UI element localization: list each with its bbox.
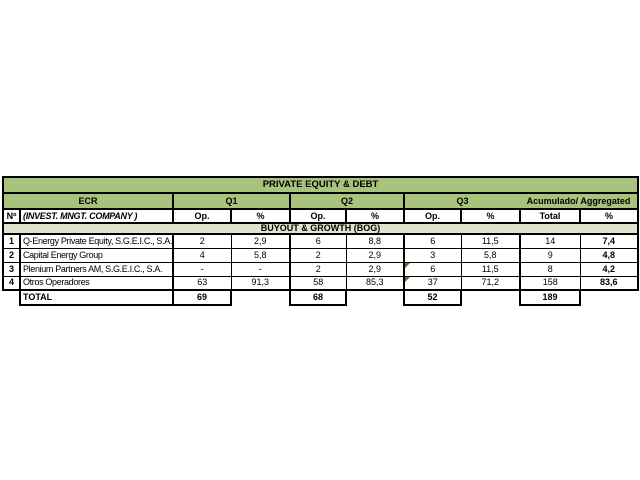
- q1-op: 63: [173, 276, 231, 290]
- colhdr-num: Nº: [3, 209, 20, 223]
- total-label: TOTAL: [20, 290, 173, 305]
- colhdr-q3-op: Op.: [404, 209, 461, 223]
- company-name: Plenium Partners AM, S.G.E.I.C., S.A.: [20, 262, 173, 276]
- q2-op: 2: [290, 262, 346, 276]
- colhdr-q3-pct: %: [461, 209, 520, 223]
- total-q2-op: 68: [290, 290, 346, 305]
- q2-pct: 2,9: [346, 262, 404, 276]
- q3-op: 6: [404, 234, 461, 248]
- q1-op: -: [173, 262, 231, 276]
- total-q3-op: 52: [404, 290, 461, 305]
- header-q1: Q1: [173, 193, 290, 209]
- q1-op: 2: [173, 234, 231, 248]
- table-row: [3, 262, 638, 276]
- cell-error-indicator-icon: [405, 263, 410, 268]
- column-header-row: [3, 209, 638, 223]
- total-ops: 8: [520, 262, 580, 276]
- agg-pct: 7,4: [580, 234, 638, 248]
- table-row: [3, 234, 638, 248]
- q3-pct: 11,5: [461, 262, 520, 276]
- q1-pct: 91,3: [231, 276, 290, 290]
- agg-pct: 4,2: [580, 262, 638, 276]
- header-q2: Q2: [290, 193, 404, 209]
- total-q1-op: 69: [173, 290, 231, 305]
- q3-pct: 5,8: [461, 248, 520, 262]
- company-name: Capital Energy Group: [20, 248, 173, 262]
- table-title: PRIVATE EQUITY & DEBT: [3, 177, 638, 193]
- q1-pct: 5,8: [231, 248, 290, 262]
- company-name: Otros Operadores: [20, 276, 173, 290]
- header-acumulado: Acumulado/ Aggregated: [520, 193, 638, 209]
- q1-op: 4: [173, 248, 231, 262]
- colhdr-q1-pct: %: [231, 209, 290, 223]
- total-total: 189: [520, 290, 580, 305]
- total-q2-pct-empty: [346, 290, 404, 305]
- q3-pct: 11,5: [461, 234, 520, 248]
- cell-error-indicator-icon: [405, 277, 410, 282]
- total-row-empty-num: [3, 290, 20, 305]
- q2-pct: 8,8: [346, 234, 404, 248]
- total-row: [3, 290, 638, 305]
- header-ecr: ECR: [3, 193, 173, 209]
- colhdr-total: Total: [520, 209, 580, 223]
- q1-pct: -: [231, 262, 290, 276]
- row-num: 2: [3, 248, 20, 262]
- colhdr-q1-op: Op.: [173, 209, 231, 223]
- agg-pct: 4,8: [580, 248, 638, 262]
- colhdr-q2-pct: %: [346, 209, 404, 223]
- q2-pct: 85,3: [346, 276, 404, 290]
- colhdr-q2-op: Op.: [290, 209, 346, 223]
- total-ops: 9: [520, 248, 580, 262]
- section-row: [3, 223, 638, 234]
- row-num: 3: [3, 262, 20, 276]
- q3-op: 3: [404, 248, 461, 262]
- total-ops: 14: [520, 234, 580, 248]
- total-agg-pct-empty: [580, 290, 638, 305]
- q3-op: 37: [404, 276, 461, 290]
- total-ops: 158: [520, 276, 580, 290]
- q2-op: 58: [290, 276, 346, 290]
- table-row: [3, 276, 638, 290]
- agg-pct: 83,6: [580, 276, 638, 290]
- quarter-header-row: [3, 193, 638, 209]
- section-title: BUYOUT & GROWTH (BOG): [3, 223, 638, 234]
- company-name: Q-Energy Private Equity, S.G.E.I.C., S.A.: [20, 234, 173, 248]
- table-title-row: [3, 177, 638, 193]
- total-q3-pct-empty: [461, 290, 520, 305]
- private-equity-table: [2, 176, 639, 306]
- row-num: 1: [3, 234, 20, 248]
- colhdr-agg-pct: %: [580, 209, 638, 223]
- q2-op: 6: [290, 234, 346, 248]
- table-row: [3, 248, 638, 262]
- q3-op: 6: [404, 262, 461, 276]
- colhdr-company: (INVEST. MNGT. COMPANY ): [20, 209, 173, 223]
- total-q1-pct-empty: [231, 290, 290, 305]
- q3-pct: 71,2: [461, 276, 520, 290]
- q2-op: 2: [290, 248, 346, 262]
- q2-pct: 2,9: [346, 248, 404, 262]
- q1-pct: 2,9: [231, 234, 290, 248]
- row-num: 4: [3, 276, 20, 290]
- header-q3: Q3: [404, 193, 520, 209]
